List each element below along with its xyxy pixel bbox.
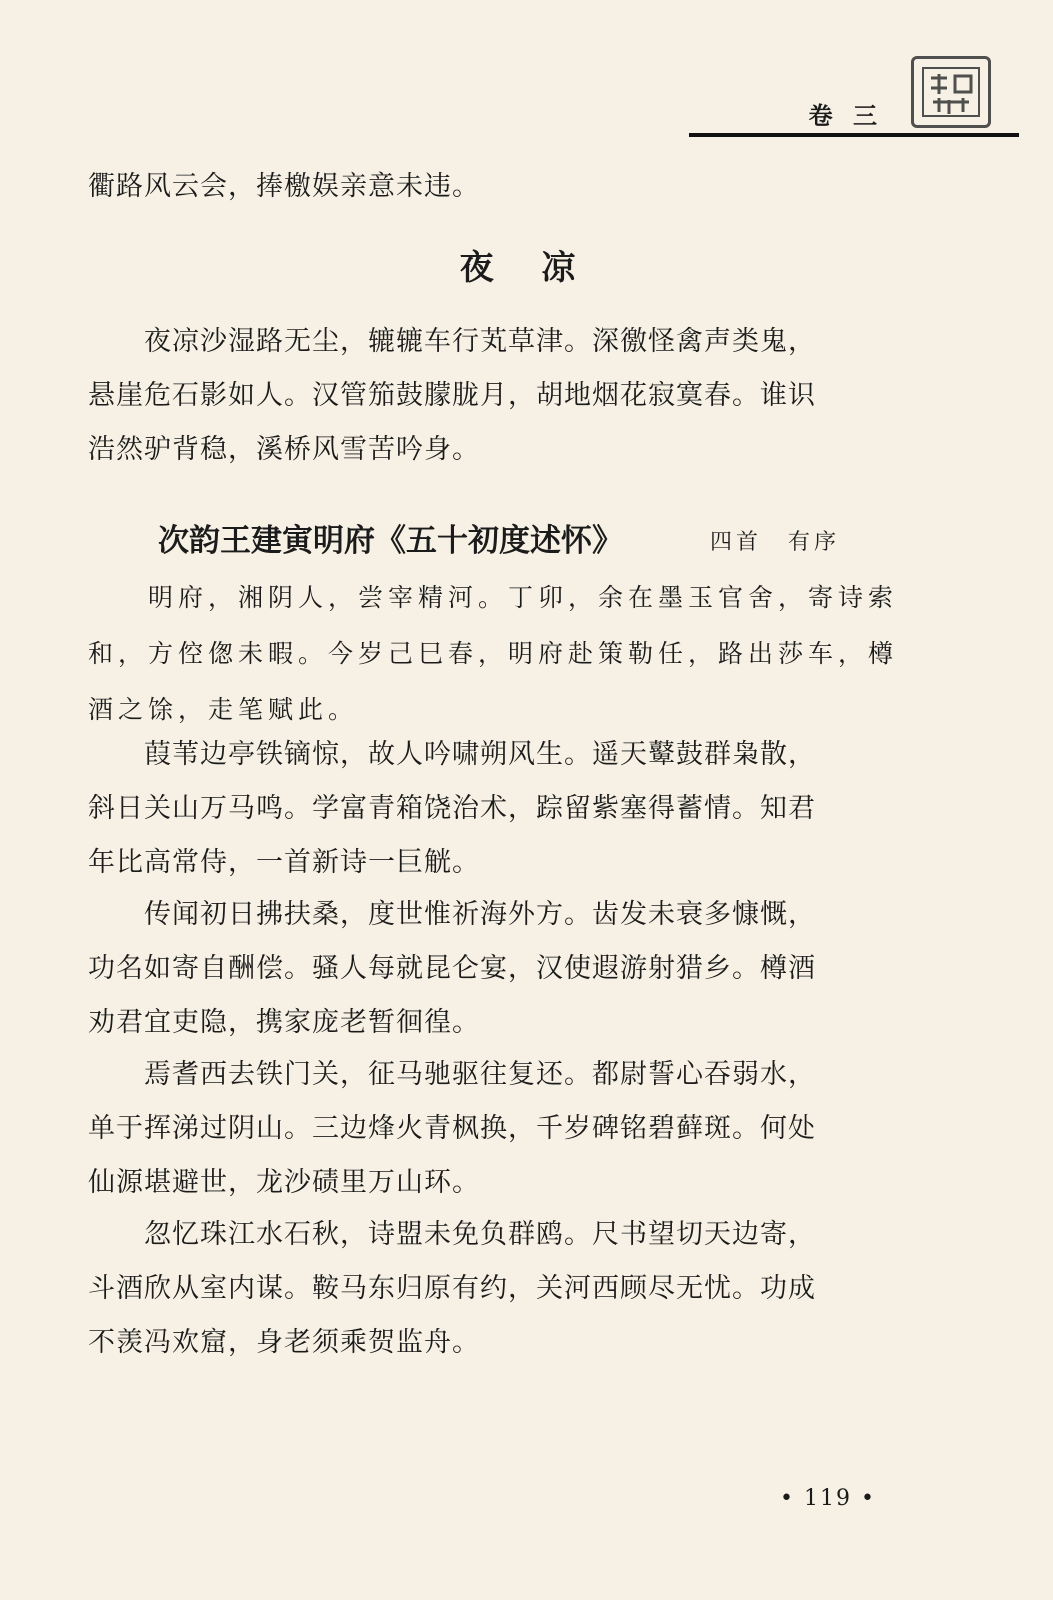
seal-glyph-icon xyxy=(919,64,983,120)
poem-title-ciyun: 次韵王建寅明府《五十初度述怀》 xyxy=(158,523,623,559)
poem-line: 功名如寄自酬偿。骚人每就昆仑宴，汉使遐游射猎乡。樽酒 xyxy=(88,953,816,984)
stanza-3 xyxy=(88,1048,918,1210)
stanza-2 xyxy=(88,888,918,1050)
poem-line: 不羡冯欢窟，身老须乘贺监舟。 xyxy=(88,1327,480,1358)
preface-line: 明府，湘阴人，尝宰精河。丁卯，余在墨玉官舍，寄诗索 xyxy=(88,583,899,612)
poem-line: 传闻初日拂扶桑，度世惟祈海外方。齿发未衰多慷慨， xyxy=(88,899,816,930)
poem-title-yeliang: 夜 凉 xyxy=(459,248,594,288)
poem-line: 焉耆西去铁门关，征马驰驱往复还。都尉誓心吞弱水， xyxy=(88,1059,816,1090)
poem-line: 葭苇边亭铁镝惊，故人吟啸朔风生。遥天鼙鼓群枭散， xyxy=(88,739,816,770)
poem-line: 悬崖危石影如人。汉管笳鼓朦胧月，胡地烟花寂寞春。谁识 xyxy=(88,380,816,411)
poem-subtitle: 四首 有序 xyxy=(710,530,841,555)
volume-label: 卷 三 xyxy=(808,102,883,130)
page-number: • 119 • xyxy=(780,1486,876,1511)
poem-line: 夜凉沙湿路无尘，辘辘车行芄草津。深徼怪禽声类鬼， xyxy=(88,326,816,357)
poem-line: 单于挥涕过阴山。三边烽火青枫换，千岁碑铭碧藓斑。何处 xyxy=(88,1113,816,1144)
preface-line: 和，方倥偬未暇。今岁己巳春，明府赴策勒任，路出莎车，樽 xyxy=(88,639,899,668)
preface-line: 酒之馀，走笔赋此。 xyxy=(88,695,359,724)
poem-line: 年比高常侍，一首新诗一巨觥。 xyxy=(88,847,480,878)
seal-stamp-icon xyxy=(911,56,991,128)
poem-line: 劝君宜吏隐，携家庞老暂徊徨。 xyxy=(88,1007,480,1038)
carry-over-line: 衢路风云会，捧檄娱亲意未违。 xyxy=(88,171,480,202)
poem-line: 斜日关山万马鸣。学富青箱饶治术，踪留紫塞得蓄情。知君 xyxy=(88,793,816,824)
stanza-4 xyxy=(88,1208,918,1370)
poem-line: 斗酒欣从室内谋。鞍马东归原有约，关河西顾尽无忧。功成 xyxy=(88,1273,816,1304)
running-header xyxy=(661,38,1001,138)
poem-line: 仙源堪避世，龙沙碛里万山环。 xyxy=(88,1167,480,1198)
poem-line: 浩然驴背稳，溪桥风雪苦吟身。 xyxy=(88,434,480,465)
poem-preface xyxy=(88,570,918,738)
poem-line: 忽忆珠江水石秋，诗盟未免负群鸥。尺书望切天边寄， xyxy=(88,1219,816,1250)
poem-body-yeliang xyxy=(88,315,918,477)
stanza-1 xyxy=(88,728,918,890)
header-rule xyxy=(689,133,1019,137)
